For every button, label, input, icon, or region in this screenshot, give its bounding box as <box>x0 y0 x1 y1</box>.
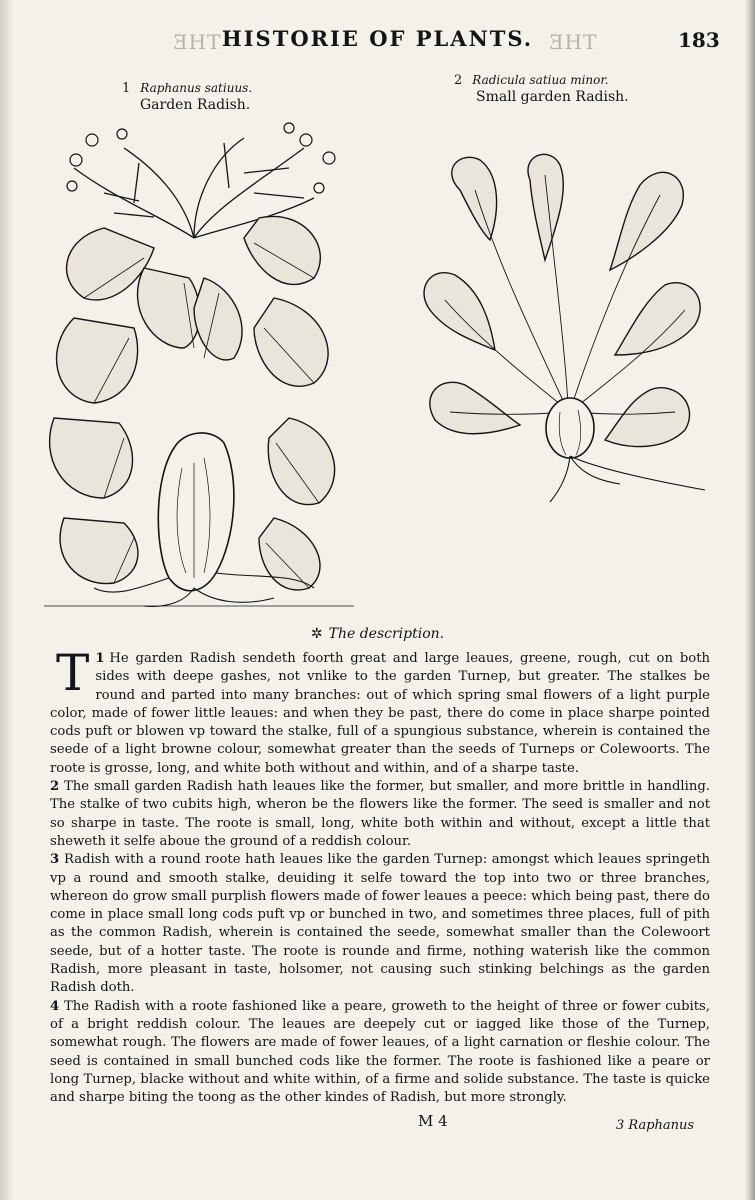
show-through-text-right: THE <box>548 30 597 54</box>
figure-1-english-name: Garden Radish. <box>140 97 251 113</box>
paragraph-text: The small garden Radish hath leaues like the former, but smaller, and more brittle in handling. The stalke of two cubits high, wheron be the flowers like the former. The seed is smaller and not so sharpe in taste. The roote is small, long, white both within and without, except a little that sheweth it selfe aboue the ground of a reddish colour. <box>50 779 710 849</box>
description-text <box>50 644 710 1107</box>
figure-1-number: 1 <box>122 81 131 96</box>
drop-capital: T <box>56 644 90 702</box>
figure-2-caption <box>454 72 629 105</box>
paragraph-text: Radish with a round roote hath leaues like the garden Turnep: amongst which leaues springeth vp a round and smooth stalke, deuiding it selfe toward the top into two or three branches, whereon do grow small purplish flowers made of fower leaues a peece: which being past, there do come in place small long cods puft vp or bunched in two, and sometimes three places, full of pith as the common Radish, wherein is contained the seede, somewhat smaller than the Colewoort seede, but of a hotter taste. The roote is rounde and firme, nothing waterish like the common Radish, more pleasant in taste, holsomer, not causing such stinking belchings as the garden Radish doth. <box>50 852 710 996</box>
paragraph-4 <box>50 998 710 1108</box>
figure-2-english-name: Small garden Radish. <box>476 89 629 105</box>
page-edge-shadow <box>745 0 755 1200</box>
asterism-icon: ✲ <box>310 626 323 642</box>
paragraph-number: 1 <box>95 651 105 666</box>
signature-mark: M 4 <box>418 1112 448 1130</box>
gutter-shadow <box>0 0 14 1200</box>
page-number: 183 <box>678 28 720 52</box>
garden-radish-woodcut <box>44 118 354 613</box>
paragraph-3 <box>50 851 710 997</box>
small-garden-radish-woodcut <box>420 150 720 510</box>
paragraph-text: He garden Radish sendeth foorth great and large leaues, greene, rough, cut on both sides with deepe gashes, not vnlike to the garden Turnep, but greater. The stalkes be round and parted into many branches: out of which spring smal flowers of a light purple color, made of fower little leaues: and when they be past, there do come in place sharpe pointed cods puft or blowen vp toward the stalke, full of a spungious substance, wherein is contained the seede of a light browne colour, somewhat greater than the seeds of Turneps or Colewoorts. The roote is grosse, long, and white both without and within, and of a sharpe taste. <box>50 651 710 776</box>
catchword: 3 Raphanus <box>616 1118 695 1133</box>
section-heading <box>0 626 755 642</box>
figure-2-latin-name: Radicula satiua minor. <box>472 73 609 87</box>
paragraph-text: The Radish with a roote fashioned like a peare, groweth to the height of three or fower cubits, of a bright reddish colour. The leaues are deepely cut or iagged like those of the Turnep, somewhat rough. The flowers are made of fower leaues, of a light carnation or fleshie colour. The seed is contained in small bunched cods like the former. The roote is fashioned like a peare or long Turnep, blacke without and white within, of a firme and solide substance. The taste is quicke and sharpe biting the toong as the other kindes of Radish, but more strongly. <box>50 998 710 1106</box>
paragraph-number: 4 <box>50 998 60 1014</box>
show-through-text-left: THE <box>172 30 221 54</box>
paragraph-number: 2 <box>50 779 60 795</box>
paragraph-2 <box>50 778 710 851</box>
paragraph-number: 3 <box>50 852 60 868</box>
paragraph-1 <box>50 644 710 778</box>
running-head: HISTORIE OF PLANTS. <box>221 26 534 51</box>
figure-1-latin-name: Raphanus satiuus. <box>140 81 253 95</box>
figure-1-caption <box>122 80 252 113</box>
figure-2-number: 2 <box>454 73 463 88</box>
section-title-text: The description. <box>328 626 445 642</box>
